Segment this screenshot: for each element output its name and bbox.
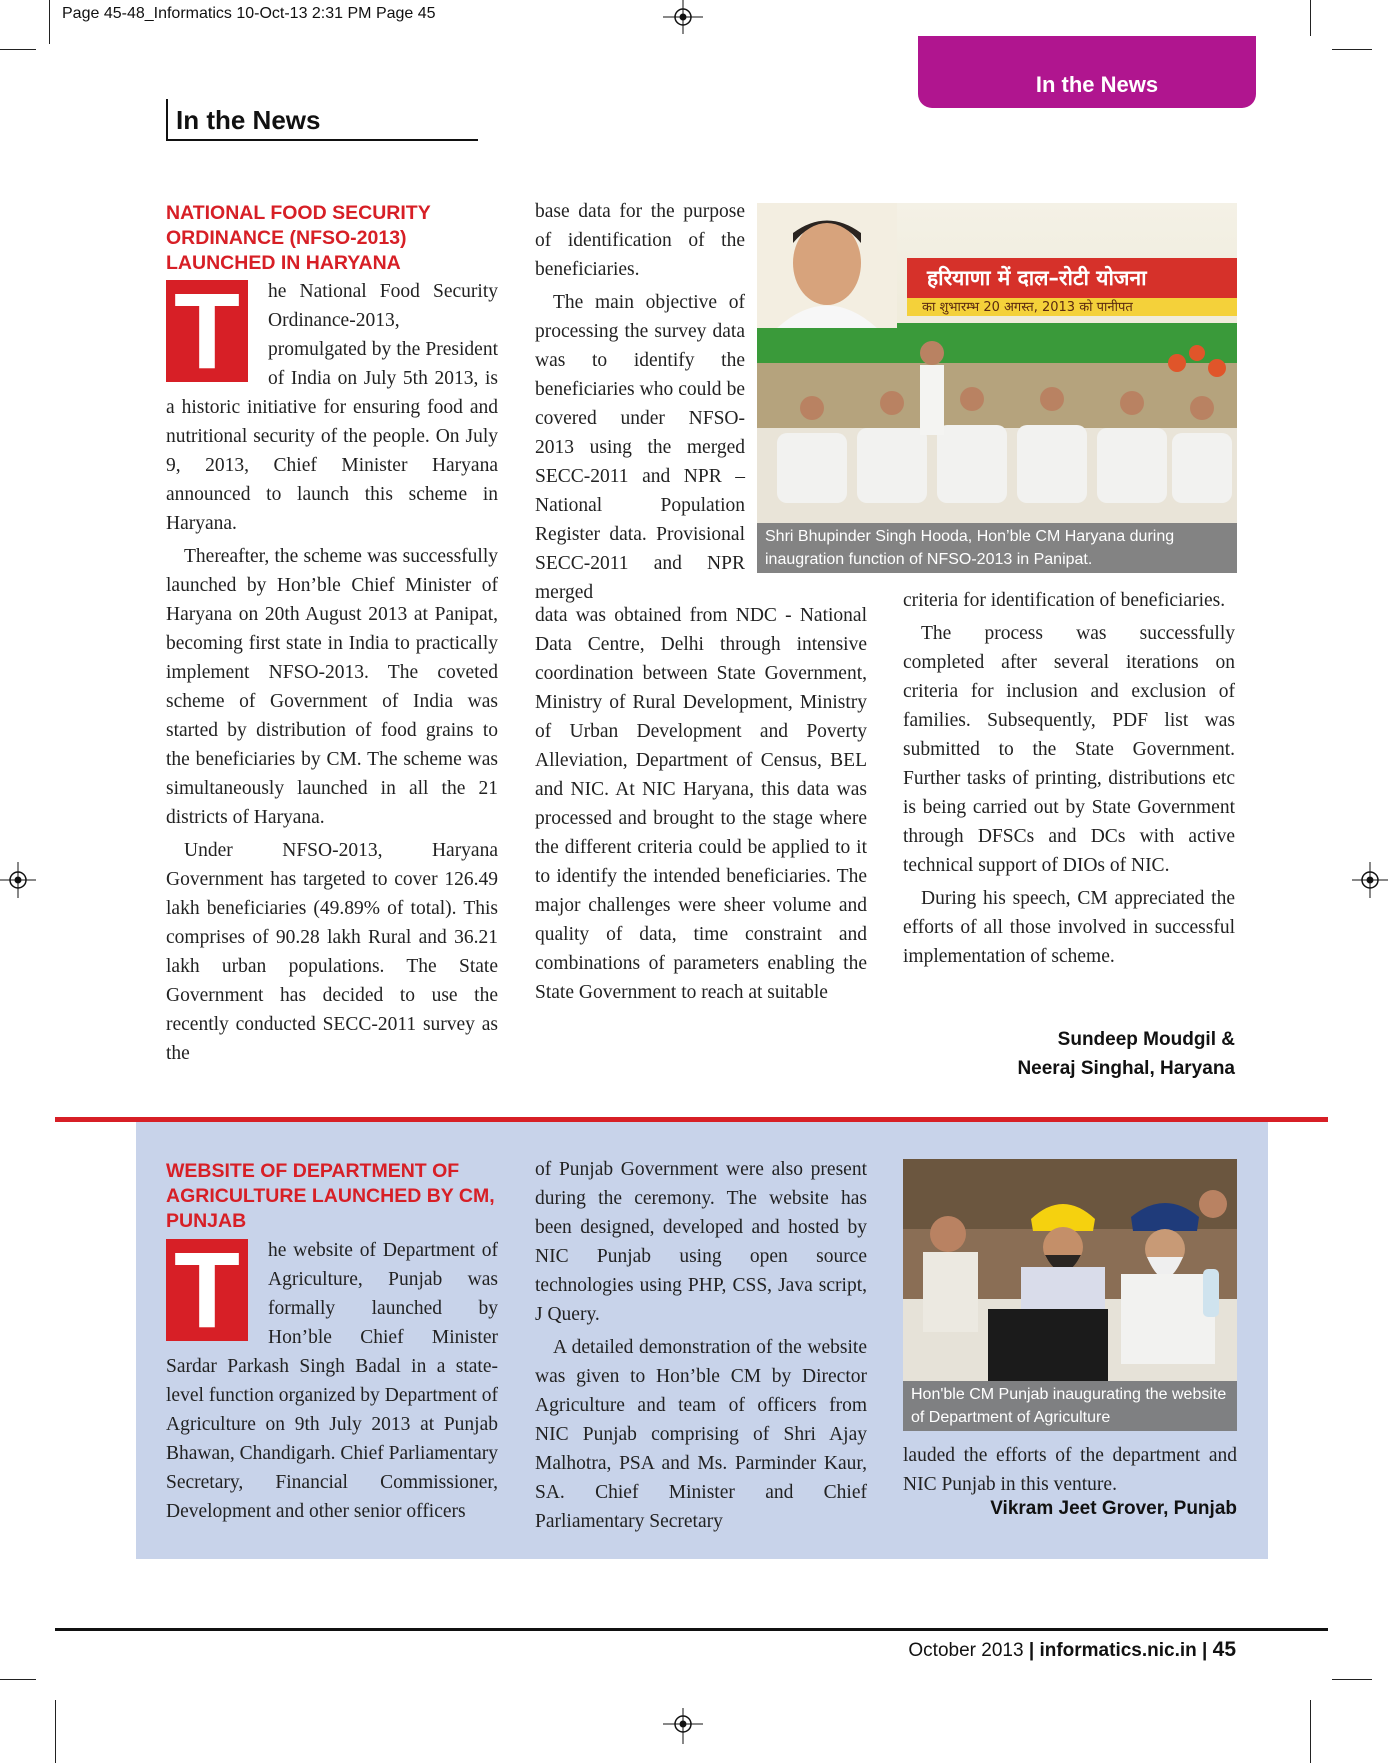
section-tab-label: In the News — [1035, 72, 1159, 97]
paragraph: Thereafter, the scheme was successfully launched by Hon’ble Chief Minister of Haryana on 20th August 2013 at Panipat, becoming first state in India to practically implement NFSO-2013. The coveted scheme of Government of India was started by distribution of food grains to the beneficiaries by CM. The scheme was simultaneously launched in all the 21 districts of Haryana. — [166, 546, 498, 828]
banner-text: का शुभारम्भ 20 अगस्त, 2013 को पानीपत — [922, 300, 1133, 315]
footer-date: October 2013 — [908, 1640, 1024, 1661]
crop-mark — [0, 1679, 36, 1680]
article2-column-2 — [535, 1155, 867, 1540]
article2-column-1 — [166, 1229, 498, 1530]
section-tab — [918, 36, 1256, 108]
crop-mark — [49, 0, 50, 44]
article2-headline — [166, 1159, 506, 1234]
drop-cap: T — [166, 1239, 248, 1341]
crop-mark — [1310, 1700, 1311, 1763]
photo-caption: Shri Bhupinder Singh Hooda, Hon’ble CM Haryana during inaugration function of NFSO-2013 in Panipat. — [757, 523, 1237, 573]
footer-separator: | — [1202, 1640, 1213, 1661]
crop-mark — [1332, 49, 1372, 50]
footer — [760, 1638, 1236, 1662]
paragraph: The process was successfully completed after several iterations on criteria for inclusion and exclusion of families. Subsequently, PDF list was submitted to the State Government. Further tasks of printing, distributions etc is being carried out by State Government through DFSCs and DCs with active technical support of DIOs of NIC. — [903, 623, 1235, 876]
article1-column-3 — [903, 586, 1235, 975]
article2-author: Vikram Jeet Grover, Punjab — [990, 1498, 1237, 1519]
meeting-photo-icon — [903, 1159, 1237, 1381]
paragraph: A detailed demonstration of the website was given to Hon’ble CM by Director Agriculture and team of officers from NIC Punjab comprising of Shri Ajay Malhotra, PSA and Ms. Parminder Kaur, SA. Chief Minister and Chief Parliamentary Secretary — [535, 1337, 867, 1532]
headline-line: LAUNCHED IN HARYANA — [166, 252, 401, 274]
article1-headline — [166, 201, 506, 276]
crop-mark — [55, 1700, 56, 1763]
paragraph: criteria for identification of beneficiaries. — [903, 590, 1226, 611]
paragraph: The main objective of processing the survey data was to identify the beneficiaries who could be covered under NFSO-2013 using the merged SECC-2011 and NPR – National Population Register data. Provisional SECC-2011 and NPR merged — [535, 292, 745, 603]
paragraph: he National Food Security Ordinance-2013, promulgated by the President of India on July 5th 2013, is a historic initiative for ensuring food and nutritional security of the people. On July 9, 2013, Chief Minister Haryana announced to launch this scheme in Haryana. — [166, 281, 498, 534]
article1-author — [903, 1025, 1235, 1083]
author-line: Sundeep Moudgil & — [1057, 1029, 1235, 1050]
registration-mark-icon — [1348, 860, 1388, 900]
footer-separator: | — [1028, 1640, 1040, 1661]
headline-line: ORDINANCE (NFSO-2013) — [166, 227, 407, 249]
page-number: 45 — [1212, 1638, 1236, 1661]
page-title: In the News — [166, 99, 478, 141]
photo-caption: Hon'ble CM Punjab inaugurating the website of Department of Agriculture — [903, 1381, 1237, 1431]
paragraph: he website of Department of Agriculture, Punjab was formally launched by Hon’ble Chief Minister Sardar Parkash Singh Badal in a state-level function organized by Department of Agriculture on 9th July 2013 at Punjab Bhawan, Chandigarh. Chief Parliamentary Secretary, Financial Commissioner, Development and other senior officers — [166, 1240, 498, 1522]
crop-mark — [0, 49, 36, 50]
registration-mark-icon — [663, 1704, 703, 1744]
event-photo-haryana — [757, 203, 1237, 523]
stage-photo-icon — [757, 203, 1237, 523]
paragraph: data was obtained from NDC - National Data Centre, Delhi through intensive coordination between State Government, Ministry of Rural Development, Ministry of Urban Development and Poverty Alleviation, Department of Census, BEL and NIC. At NIC Haryana, this data was processed and brought to the stage where the different criteria could be applied to it to identify the intended beneficiaries. The major challenges were sheer volume and quality of data, time constraint and combinations of parameters enabling the State Government to reach at suitable — [535, 605, 867, 1003]
paragraph: lauded the efforts of the department and NIC Punjab in this venture. — [903, 1445, 1237, 1495]
event-photo-punjab — [903, 1159, 1237, 1381]
footer-rule — [55, 1628, 1328, 1631]
registration-mark-icon — [0, 860, 40, 900]
footer-site: informatics.nic.in — [1039, 1640, 1197, 1661]
headline-line: WEBSITE OF DEPARTMENT OF — [166, 1160, 460, 1182]
banner-text: हरियाणा में दाल–रोटी योजना — [927, 266, 1147, 290]
paragraph: Under NFSO-2013, Haryana Government has targeted to cover 126.49 lakh beneficiaries (49.89% of total). This comprises of 90.28 lakh Rural and 36.21 lakh urban populations. The State Government has decided to use the recently conducted SECC-2011 survey as the — [166, 840, 498, 1064]
paragraph: During his speech, CM appreciated the efforts of all those involved in successful implementation of scheme. — [903, 888, 1235, 967]
article1-column-2-top — [535, 197, 745, 611]
registration-mark-icon — [663, 0, 703, 40]
paragraph: of Punjab Government were also present during the ceremony. The website has been designed, developed and hosted by NIC Punjab using open source technologies using PHP, CSS, Java script, J Query. — [535, 1159, 867, 1325]
author-line: Neeraj Singhal, Haryana — [1017, 1058, 1235, 1079]
article1-column-2-bottom — [535, 601, 867, 1011]
crop-mark — [1310, 0, 1311, 36]
headline-line: AGRICULTURE LAUNCHED BY CM, — [166, 1185, 495, 1207]
headline-line: PUNJAB — [166, 1210, 247, 1232]
slug-line: Page 45-48_Informatics 10-Oct-13 2:31 PM Page 45 — [62, 5, 436, 22]
crop-mark — [1332, 1679, 1372, 1680]
article1-column-1 — [166, 270, 498, 1072]
paragraph: base data for the purpose of identification of the beneficiaries. — [535, 201, 745, 280]
drop-cap: T — [166, 280, 248, 382]
headline-line: NATIONAL FOOD SECURITY — [166, 202, 431, 224]
